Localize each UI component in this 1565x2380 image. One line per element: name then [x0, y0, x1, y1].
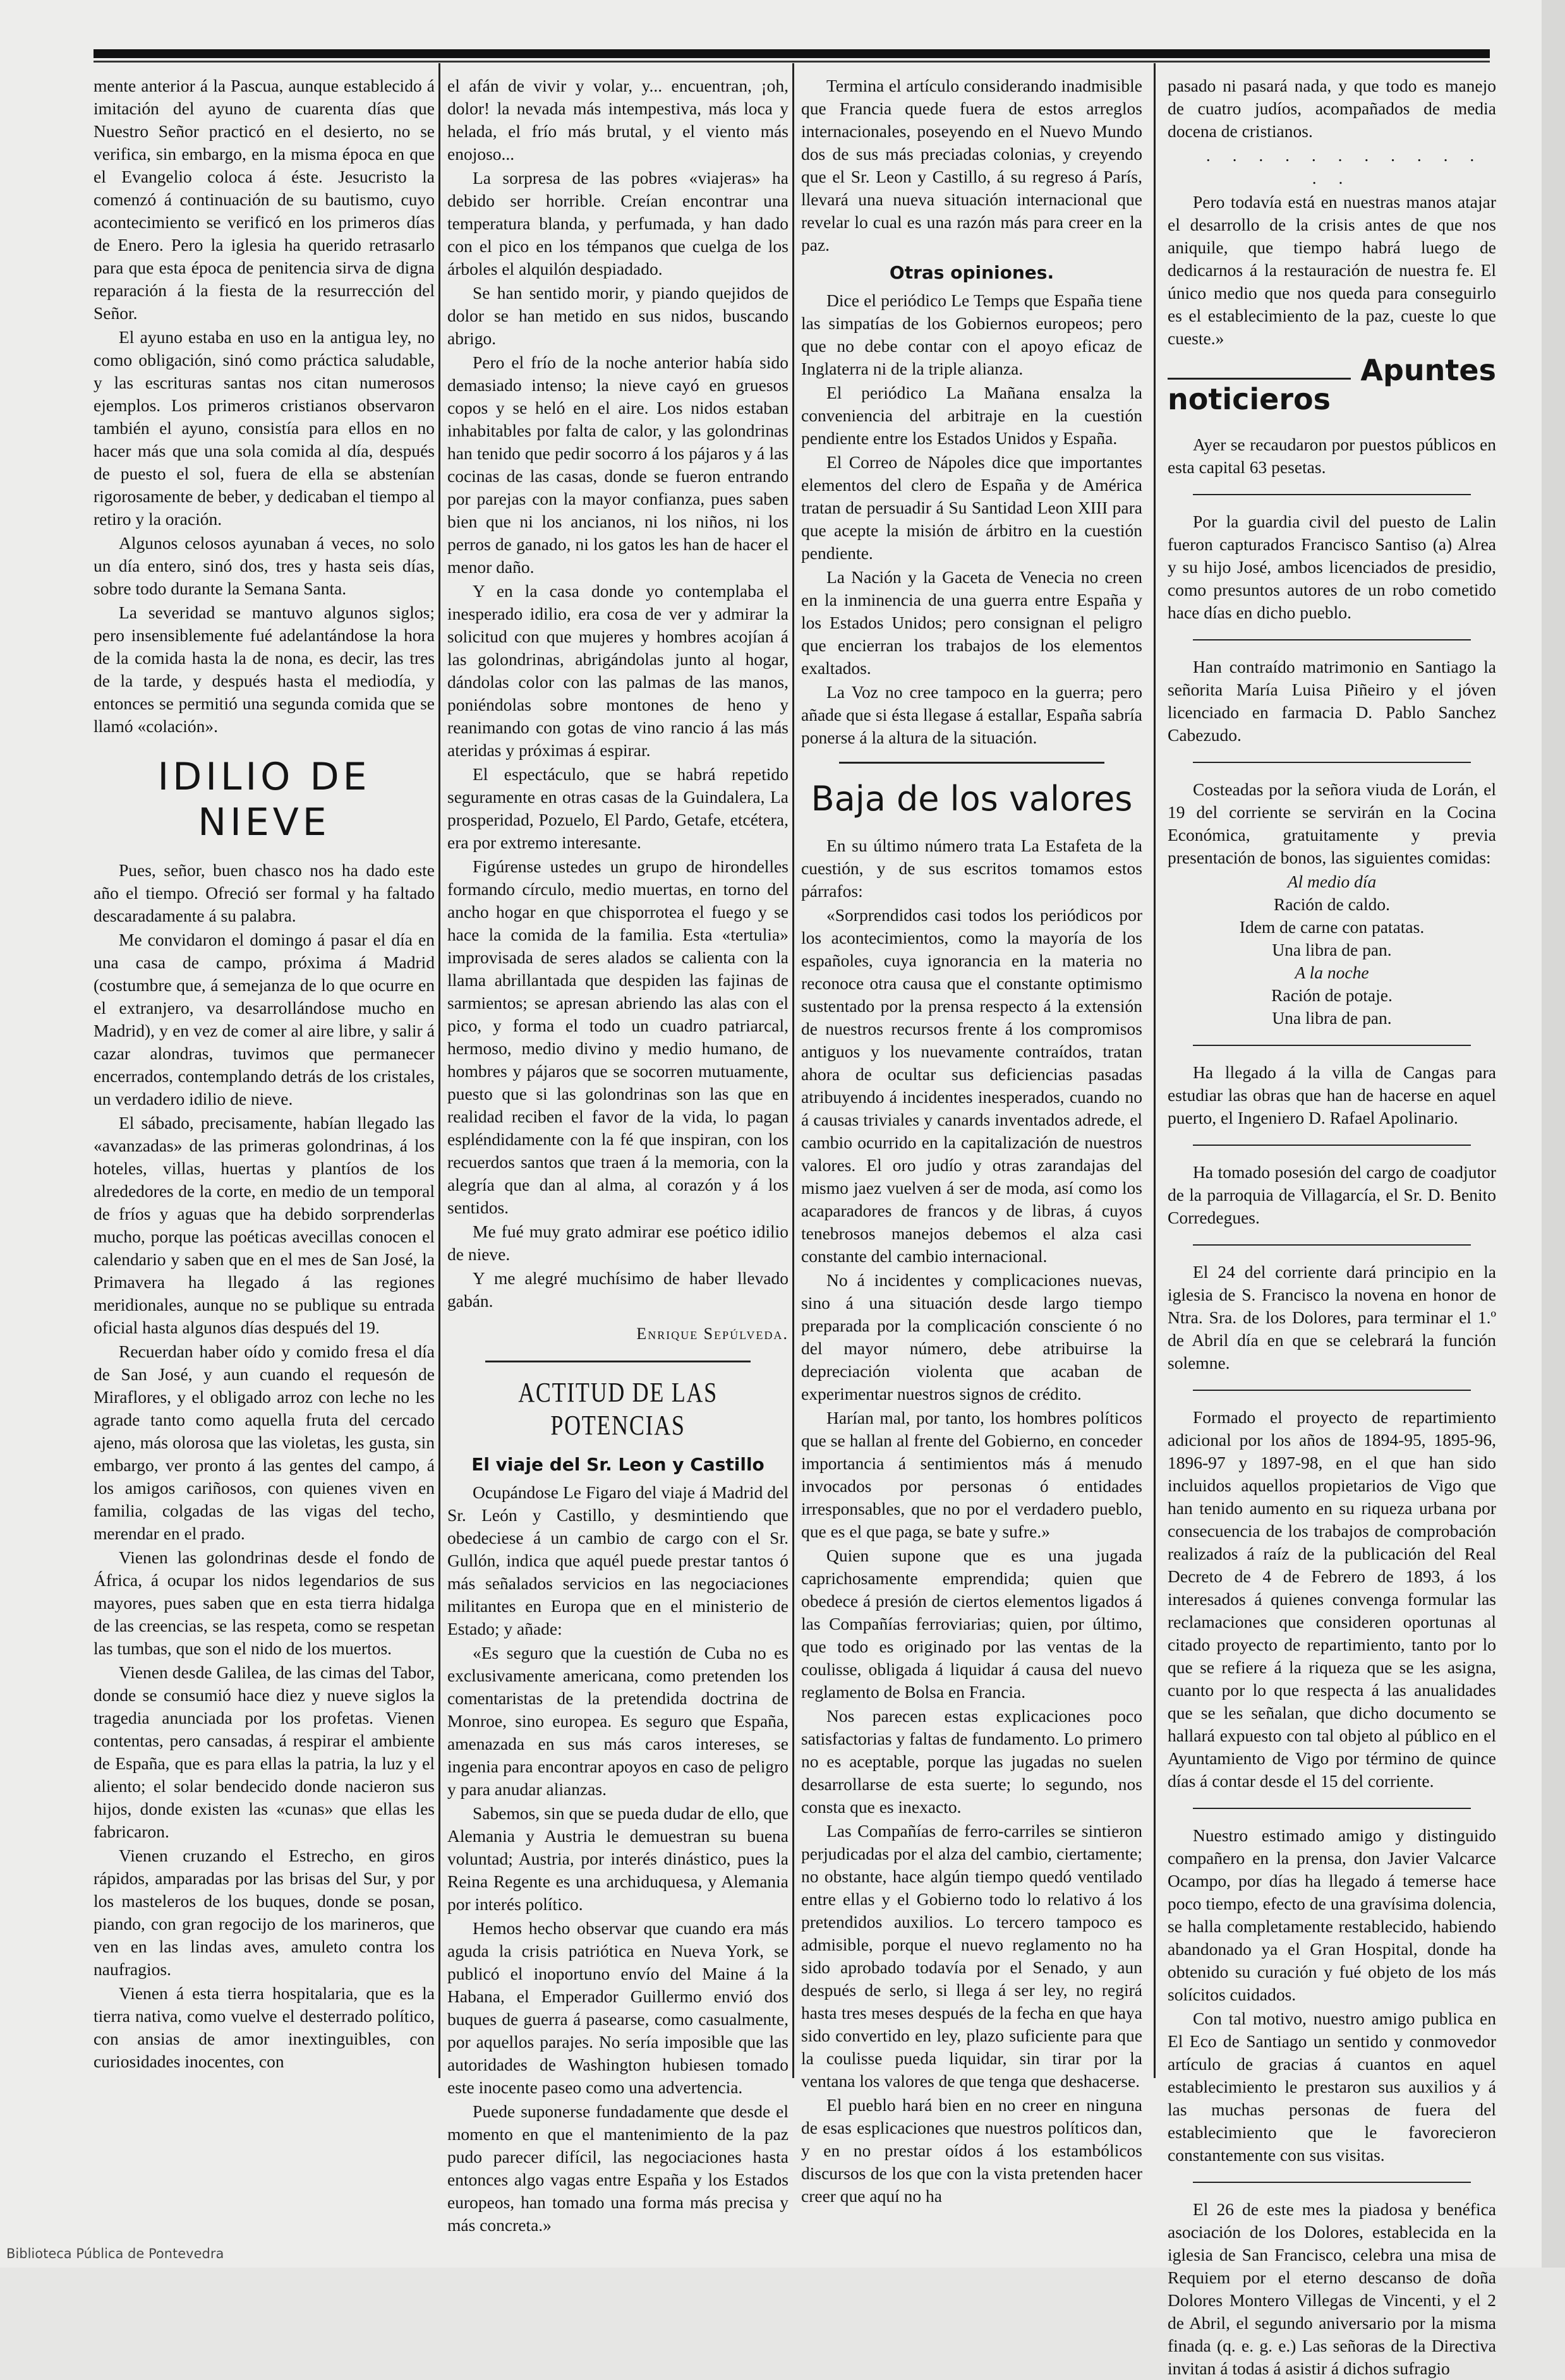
article-paragraph: Recuerdan haber oído y comido fresa el día de San José, y aun cuando el requesón de Miraflores, y el obligado arroz con leche no les agrade tanto como aquella fruta del cercado ajeno, más olorosa que las violetas, les gusta, sin embargo, ver pronto á las gentes del campo, á los amigos cariñosos, con quienes viven en familia, colgadas de las vigas del techo, merendar en el prado. — [94, 1342, 435, 1543]
library-credit: Biblioteca Pública de Pontevedra — [6, 2246, 224, 2261]
author-signature: Enrique Sepúlveda. — [636, 1325, 789, 1343]
news-item: Ha tomado posesión del cargo de coadjutor de la parroquia de Villagarcía, el Sr. D. Benito Corredegues. — [1168, 1162, 1496, 1227]
news-item: Por la guardia civil del puesto de Lalin fueron capturados Francisco Santiso (a) Alrea y su hijo José, ambos licenciados de presidio, como presuntos autores de un robo cometido hace días en dicho pueblo. — [1168, 512, 1496, 622]
article-paragraph: Sabemos, sin que se pueda dudar de ello, que Alemania y Austria le demuestran su buena voluntad; Austria, por interés dinástico, pues la Reina Regente es una archiduquesa, y Alemania por interés político. — [447, 1803, 789, 1914]
menu-heading: Al medio día — [1287, 872, 1377, 891]
header-rule-thin — [94, 61, 1490, 63]
column-3 — [801, 75, 1142, 2206]
news-divider — [1193, 1244, 1471, 1246]
article-paragraph: pasado ni pasará nada, y que todo es manejo de cuatro judíos, acompañados de media docena de cristianos. — [1168, 76, 1496, 141]
article-paragraph: Vienen desde Galilea, de las cimas del Tabor, donde se consumió hace diez y nueve siglos la tragedia anunciada por los profetas. Vienen contentas, pero cansadas, á respirar el ambiente de España, que es para ellas la patria, la luz y el aliento; el solar bendecido donde nacieron sus hijos, donde existen las «cunas» que ellas les fabricaron. — [94, 1662, 435, 1841]
news-divider — [1193, 762, 1471, 763]
news-divider — [1193, 2182, 1471, 2183]
article-paragraph: Harían mal, por tanto, los hombres políticos que se hallan al frente del Gobierno, en conceder importancia á sentimientos más á menudo invocados por personas ó entidades irresponsables, que no por el verdadero pueblo, que es el que paga, se bate y sufre.» — [801, 1408, 1142, 1541]
page-edge — [1542, 0, 1565, 2268]
article-paragraph: La sorpresa de las pobres «viajeras» ha debido ser horrible. Creían encontrar una temperatura blanda, y perfumada, y han dado con el pico en los témpanos que cuelga de los árboles el alquilón despiadado. — [447, 168, 789, 279]
news-item: El 24 del corriente dará principio en la iglesia de S. Francisco la novena en honor de Ntra. Sra. de los Dolores, para terminar el 1.º de Abril día en que se celebrará la función solemne. — [1168, 1262, 1496, 1373]
news-item: Nuestro estimado amigo y distinguido compañero en la prensa, don Javier Valcarce Ocampo, por días ha llegado á temerse hace poco tiempo, efecto de una gravísima dolencia, se halla completamente restablecido, habiendo abandonado ya el Gran Hospital, donde ha obtenido su curación y fué objeto de los más solícitos cuidados. — [1168, 1825, 1496, 2004]
article-paragraph: El pueblo hará bien en no creer en ninguna de esas esplicaciones que nuestros políticos dan, y en no prestar oídos á los estambólicos discursos de los que con la vista pretenden hacer creer que aquí no ha — [801, 2095, 1142, 2206]
article-subtitle: El viaje del Sr. Leon y Castillo — [471, 1454, 764, 1475]
article-paragraph: Y en la casa donde yo contemplaba el inesperado idilio, era cosa de ver y admirar la solicitud con que mujeres y hombres acojían á las golondrinas, abrigándolas junto al hogar, dándolas color con las palmas de las manos, poniéndolas sobre montones de heno y reanimando con gotas de vino rancio á las más ateridas y próximas á espirar. — [447, 581, 789, 760]
ellipsis-line: . . . . . . . . . . . . . — [1205, 145, 1483, 188]
news-divider — [1193, 1145, 1471, 1146]
section-title-line-1: Apuntes — [1360, 353, 1496, 387]
section-title-line-2: noticieros — [1168, 382, 1331, 416]
section-title-apuntes — [1168, 353, 1496, 422]
article-paragraph: La Voz no cree tampoco en la guerra; pero añade que si ésta llegase á estallar, España sabría ponerse á la altura de la situación. — [801, 682, 1142, 747]
article-paragraph: Vienen las golondrinas desde el fondo de África, á ocupar los nidos legendarios de sus mayores, pues saben que en esta tierra hidalga de las creencias, se las respeta, como se respetan las tumbas, que son el nido de los muertos. — [94, 1548, 435, 1658]
column-rule — [1154, 63, 1156, 2078]
article-paragraph: Algunos celosos ayunaban á veces, no solo un día entero, sinó dos, tres y hasta seis días, sobre todo durante la Semana Santa. — [94, 533, 435, 598]
article-paragraph: En su último número trata La Estafeta de la cuestión, y de sus escritos tomamos estos párrafos: — [801, 836, 1142, 901]
article-paragraph: mente anterior á la Pascua, aunque establecido á imitación del ayuno de cuarenta días que Nuestro Señor practicó en el desierto, no se verifica, sin embargo, en la misma época en que el Evangelio coloca á éste. Jesucristo la comenzó á continuación de su bautismo, cuyo acontecimiento se verificó en los primeros días de Enero. Pero la iglesia ha querido retrasarlo para que esta época de penitencia sirva de digna reparación á la fiesta de la resurrección del Señor. — [94, 76, 435, 323]
article-paragraph: Me convidaron el domingo á pasar el día en una casa de campo, próxima á Madrid (costumbre que, á semejanza de lo que ocurre en el extranjero, va desarrollándose mucho en Madrid), y en vez de comer al aire libre, y salir á cazar alondras, tuvimos que permanecer encerrados, contemplando detrás de los cristales, un verdadero idilio de nieve. — [94, 930, 435, 1109]
news-item: Con tal motivo, nuestro amigo publica en El Eco de Santiago un sentido y conmovedor artículo de gracias á cuantos en aquel establecimiento le prestaron sus auxilios y á las muchas personas de fuera del establecimiento que le favorecieron constantemente con sus visitas. — [1168, 2009, 1496, 2165]
article-paragraph: Quien supone que es una jugada caprichosamente emprendida; quien que obedece á presión de ciertos elementos ligados á las Compañías ferroviarias; quien, por último, que todo es originado por las ventas de la coulisse, obligada á liquidar á causa del nuevo reglamento de Bolsa en Francia. — [801, 1546, 1142, 1702]
article-title-idilio: IDILIO DE NIEVE — [157, 755, 371, 844]
column-2 — [447, 75, 789, 2235]
article-paragraph: Dice el periódico Le Temps que España tiene las simpatías de los Gobiernos europeos; pero que no debe contar con el apoyo eficaz de Inglaterra ni de la triple alianza. — [801, 291, 1142, 378]
news-item: El 26 de este mes la piadosa y benéfica asociación de los Dolores, establecida en la iglesia de San Francisco, celebra una misa de Requiem por el eterno descanso de doña Dolores Montero Villegas de Vincenti, y el 2 de Abril, el segundo aniversario por la misma finada (q. e. g. e.) Las señoras de la Directiva invitan á todas á asistir á dichos sufragio — [1168, 2199, 1496, 2378]
article-title-actitud: ACTITUD DE LAS POTENCIAS — [518, 1377, 718, 1441]
article-paragraph: El ayuno estaba en uso en la antigua ley, no como obligación, sinó como práctica saludable, y las escrituras santas nos citan numerosos ejemplos. Los primeros cristianos observaron también el ayuno, consistía para ellos en no hacer más que una sola comida al día, después de puesto el sol, fuera de ella se abstenían rigorosamente de beber, y dedicaban el tiempo al retiro y la oración. — [94, 327, 435, 529]
column-4 — [1168, 75, 1496, 2378]
article-paragraph: La severidad se mantuvo algunos siglos; pero insensiblemente fué adelantándose la hora de la comida hasta la de nona, es decir, las tres de la tarde, y después hasta el mediodía, y entonces se permitió una segunda comida que se llamó «colación». — [94, 603, 435, 736]
article-paragraph: Hemos hecho observar que cuando era más aguda la crisis patriótica en Nueva York, se publicó el inoportuno envío del Maine á la Habana, el Emperador Guillermo envió dos buques de guerra á pasearse, como casualmente, por aquellos parajes. No sería imposible que las autoridades de Washington hubiesen tomado este inocente paseo como una advertencia. — [447, 1918, 789, 2097]
menu-item: Ración de caldo. — [1273, 894, 1391, 914]
article-paragraph: «Es seguro que la cuestión de Cuba no es exclusivamente americana, como pretenden los comentaristas de la pretendida doctrina de Monroe, sino europea. Es seguro que España, amenazada en sus más caros intereses, se ingenia para encontrar apoyos en caso de peligro y para anudar alianzas. — [447, 1643, 789, 1799]
news-item: Costeadas por la señora viuda de Lorán, el 19 del corriente se servirán en la Cocina Económica, gratuitamente y previa presentación de bonos, las siguientes comidas: — [1168, 779, 1496, 867]
menu-block — [1168, 870, 1496, 1030]
article-paragraph: Figúrense ustedes un grupo de hirondelles formando círculo, medio muertas, en torno del ancho hogar en que chisporrotea el fuego y se hace la comida de la familia. Esta «tertulia» improvisada de seres alados se calienta con la llama abrillantada que despiden las fajinas de sarmientos; se apresan abriendo las alas con el pico, y forma el todo un cuadro patriarcal, hermoso, medio divino y medio humano, de hombres y pájaros que se socorren mutuamente, puesto que si las golondrinas son las que en realidad reciben el favor de la vida, lo pagan espléndidamente con la fé que inspiran, con los recuerdos santos que traen á la memoria, con la alegría que dan al alma, al corazón y á los sentidos. — [447, 856, 789, 1217]
article-paragraph: Ocupándose Le Figaro del viaje á Madrid del Sr. León y Castillo, y desmintiendo que obedeciese á un cambio de cargo con el Sr. Gullón, indica que aquél puede prestar tantos ó más señalados servicios en las negociaciones militantes en Europa que en el ministerio de Estado; y añade: — [447, 1482, 789, 1638]
menu-item: Idem de carne con patatas. — [1239, 917, 1425, 937]
article-paragraph: «Sorprendidos casi todos los periódicos por los acontecimientos, como la mayoría de los españoles, cuya ignorancia en la materia no reconoce otra causa que el constante optimismo sustentado por la prensa respecto á la extensión de nuestros recursos frente á los compromisos antiguos y los nuevamente contraídos, tratan ahora de ocultar sus deficiencias pasadas atribuyendo á incidentes inesperados, cuando no á causas triviales y canards inventados adrede, el cambio ocurrido en la capitalización de nuestros valores. El oro judío y otras zarandajas del mismo jaez vuelven á ser de moda, así como los acaparadores de francos y de libras, á cuyos tenebrosos manejos debemos el alza casi constante del cambio internacional. — [801, 905, 1142, 1266]
menu-item: Una libra de pan. — [1272, 940, 1392, 959]
section-divider — [485, 1361, 751, 1362]
news-divider — [1193, 1045, 1471, 1046]
news-item: Han contraído matrimonio en Santiago la señorita María Luisa Piñeiro y el jóven licenciado en farmacia D. Pablo Sanchez Cabezudo. — [1168, 657, 1496, 745]
article-paragraph: Se han sentido morir, y piando quejidos de dolor se han metido en sus nidos, buscando abrigo. — [447, 283, 789, 348]
menu-item: Ración de potaje. — [1271, 985, 1393, 1005]
news-divider — [1193, 639, 1471, 640]
menu-heading: A la noche — [1295, 963, 1369, 982]
article-subtitle: Otras opiniones. — [889, 262, 1054, 283]
article-paragraph: Pues, señor, buen chasco nos ha dado este año el tiempo. Ofreció ser formal y ha faltado descaradamente á su palabra. — [94, 860, 435, 925]
article-paragraph: Pero el frío de la noche anterior había sido demasiado intenso; la nieve cayó en gruesos copos y se heló en el aire. Los nidos estaban inhabitables por falta de calor, y las golondrinas han tenido que pedir socorro á los pájaros y á las cocinas de las casas, donde se fueron entrando por parejas con la mayor confianza, pues saben bien que ni los ancianos, ni los niños, ni los perros de ganado, ni los gatos les han de hacer el menor daño. — [447, 352, 789, 577]
article-paragraph: Termina el artículo considerando inadmisible que Francia quede fuera de estos arreglos internacionales, poseyendo en el Nuevo Mundo dos de sus más preciadas colonias, y creyendo que el Sr. Leon y Castillo, á su regreso á París, llevará una nueva situación internacional que revelar lo cual es una razón más para creer en la paz. — [801, 76, 1142, 255]
article-paragraph: El espectáculo, que se habrá repetido seguramente en otras casas de la Guindalera, La prosperidad, Pozuelo, El Pardo, Getafe, etcétera, era por extremo interesante. — [447, 764, 789, 852]
header-rule — [94, 49, 1490, 58]
title-rule — [1168, 378, 1351, 380]
article-paragraph: Me fué muy grato admirar ese poético idilio de nieve. — [447, 1222, 789, 1264]
menu-item: Una libra de pan. — [1272, 1008, 1392, 1028]
news-divider — [1193, 1808, 1471, 1809]
column-rule — [438, 63, 440, 2078]
article-paragraph: Pero todavía está en nuestras manos atajar el desarrollo de la crisis antes de que nos aniquile, que tiempo habrá luego de dedicarnos á la restauración de nuestra fe. El único medio que nos queda para conseguirlo es el establecimiento de la paz, cueste lo que cueste.» — [1168, 192, 1496, 348]
article-paragraph: Vienen cruzando el Estrecho, en giros rápidos, amparadas por las brisas del Sur, y por los masteleros de los buques, donde se posan, piando, con gran regocijo de los marineros, que ven en las lindas aves, amuleto contra los naufragios. — [94, 1846, 435, 1979]
news-item: Ayer se recaudaron por puestos públicos en esta capital 63 pesetas. — [1168, 435, 1496, 477]
article-paragraph: La Nación y la Gaceta de Venecia no creen en la inminencia de una guerra entre España y los Estados Unidos; pero consignan el peligro que encierran los trabajos de los elementos exaltados. — [801, 567, 1142, 678]
section-divider — [839, 762, 1104, 764]
article-paragraph: El periódico La Mañana ensalza la conveniencia del arbitraje en la cuestión pendiente entre los Estados Unidos y España. — [801, 383, 1142, 448]
article-title-baja: Baja de los valores — [811, 779, 1133, 819]
article-paragraph: el afán de vivir y volar, y... encuentran, ¡oh, dolor! la nevada más intempestiva, más loca y helada, el frío más brutal, y el viento más enojoso... — [447, 76, 789, 164]
article-paragraph: Nos parecen estas explicaciones poco satisfactorias y faltas de fundamento. Lo primero no es aceptable, porque las jugadas no suelen desarrollarse de esta suerte; lo segundo, nos consta que es inexacto. — [801, 1706, 1142, 1817]
article-paragraph: No á incidentes y complicaciones nuevas, sino á una situación desde largo tiempo preparada por la complicación consciente ó no del mayor número, debe atribuirse la depreciación violenta que acaban de experimentar nuestros signos de crédito. — [801, 1270, 1142, 1403]
article-paragraph: Puede suponerse fundadamente que desde el momento en que el mantenimiento de la paz pudo parecer difícil, las negociaciones hasta entonces algo vagas entre España y los Estados europeos, han tomado una forma más precisa y más concreta.» — [447, 2101, 789, 2235]
column-1 — [94, 75, 435, 2096]
news-item: Ha llegado á la villa de Cangas para estudiar las obras que han de hacerse en aquel puerto, el Ingeniero D. Rafael Apolinario. — [1168, 1062, 1496, 1127]
article-paragraph: El Correo de Nápoles dice que importantes elementos del clero de España y de América tratan de persuadir á Su Santidad Leon XIII para que acepte la misión de árbitro en la cuestión pendiente. — [801, 452, 1142, 563]
news-item: Formado el proyecto de repartimiento adicional por los años de 1894-95, 1895-96, 1896-97 y 1897-98, en el que han sido incluidos aquellos propietarios de Vigo que han tenido aumento en su riqueza urbana por consecuencia de los trabajos de comprobación realizados á raíz de la publicación del Real Decreto de 4 de Febrero de 1893, á los interesados á quienes convenga formular las reclamaciones que consideren oportunas al citado proyecto de repartimiento, tanto por lo que se refiere á la riqueza que se les asigna, cuanto por lo que respecta á las anualidades que se les señalan, que dicho documento se hallará expuesto con tal objeto al público en el Ayuntamiento de Vigo por término de quince días á contar desde el 15 del corriente. — [1168, 1407, 1496, 1791]
article-paragraph: Las Compañías de ferro-carriles se sintieron perjudicadas por el alza del cambio, ciertamente; no obstante, hace algún tiempo quedó ventilado entre ellas y el Gobierno todo lo relativo á los pretendidos auxilios. Lo tercero tampoco es admisible, porque el nuevo reglamento no ha sido aprobado todavía por el Senado, y aun después de serlo, si llega á ser ley, no regirá hasta tres meses después de la fecha en que haya sido convertido en ley, plazo suficiente para que la coulisse pueda liquidar, sin tirar por la ventana los valores de que tenga que deshacerse. — [801, 1821, 1142, 2091]
column-rule — [792, 63, 794, 2078]
article-paragraph: El sábado, precisamente, habían llegado las «avanzadas» de las primeras golondrinas, á los hoteles, villas, huertas y plantíos de los alrededores de la corte, en medio de un temporal de fríos y aguas que ha debido sorprenderlas mucho, porque las poéticas avecillas conocen el calendario y saben que en el mes de San José, la Primavera ha llegado á las regiones meridionales, aunque no se publique su entrada oficial hasta algunos días después del 19. — [94, 1113, 435, 1337]
article-paragraph: Y me alegré muchísimo de haber llevado gabán. — [447, 1268, 789, 1311]
news-divider — [1193, 494, 1471, 495]
news-divider — [1193, 1390, 1471, 1391]
article-paragraph: Vienen á esta tierra hospitalaria, que es la tierra nativa, como vuelve el desterrado político, con ansias de amor inextinguibles, con curiosidades inocentes, con — [94, 1983, 435, 2071]
